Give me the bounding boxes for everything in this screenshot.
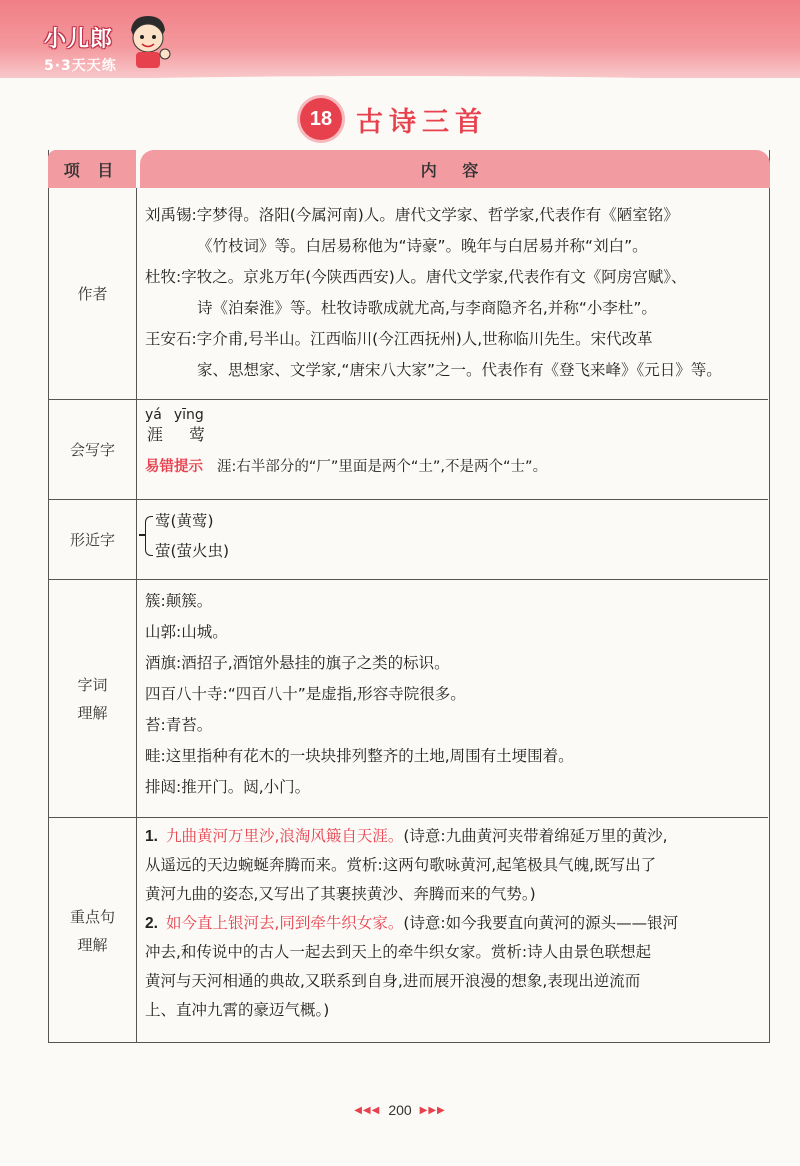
key-text: 冲去,和传说中的古人一起去到天上的牵牛织女家。赏析:诗人由景色联想起 bbox=[145, 943, 652, 961]
character: 涯 bbox=[147, 425, 164, 444]
similar-content bbox=[145, 500, 758, 579]
author-line: 《竹枝词》等。白居易称他为“诗豪”。晚年与白居易并称“刘白”。 bbox=[197, 237, 648, 255]
brand-name: 小儿郎 bbox=[44, 27, 114, 52]
error-tip-text: 涯:右半部分的“厂”里面是两个“土”,不是两个“士”。 bbox=[217, 459, 548, 475]
word-item: 苔:青苔。 bbox=[145, 716, 213, 734]
study-table bbox=[48, 150, 770, 1043]
word-item: 山郭:山城。 bbox=[145, 623, 228, 641]
key-content bbox=[145, 818, 758, 1043]
author-line: 诗《泊秦淮》等。杜牧诗歌成就尤高,与李商隐齐名,并称“小李杜”。 bbox=[197, 299, 657, 317]
key-quote: 九曲黄河万里沙,浪淘风簸自天涯。 bbox=[165, 827, 404, 845]
author-line: 刘禹锡:字梦得。洛阳(今属河南)人。唐代文学家、哲学家,代表作有《陋室铭》 bbox=[145, 206, 679, 224]
page-number: 200 bbox=[388, 1102, 412, 1118]
right-arrows-icon: ▶▶▶ bbox=[419, 1104, 446, 1116]
top-banner bbox=[0, 0, 800, 78]
lesson-title: 古诗三首 bbox=[356, 106, 488, 138]
key-text: 从遥远的天边蜿蜒奔腾而来。赏析:这两句歌咏黄河,起笔极具气魄,既写出了 bbox=[145, 856, 657, 874]
brace-icon bbox=[145, 516, 153, 556]
left-arrows-icon: ◀◀◀ bbox=[354, 1104, 381, 1116]
row-author bbox=[49, 188, 768, 400]
key-text: 黄河九曲的姿态,又写出了其裹挟黄沙、奔腾而来的气势。) bbox=[145, 885, 536, 903]
table-header bbox=[48, 150, 770, 188]
row-label-author: 作者 bbox=[49, 188, 137, 399]
error-tip-label: 易错提示 bbox=[145, 459, 203, 475]
row-label-write: 会写字 bbox=[49, 400, 137, 499]
characters-row bbox=[145, 424, 758, 446]
page-footer bbox=[0, 1102, 800, 1118]
author-line: 家、思想家、文学家,“唐宋八大家”之一。代表作有《登飞来峰》《元日》等。 bbox=[197, 361, 722, 379]
error-tip bbox=[145, 452, 758, 483]
word-item: 畦:这里指种有花木的一块块排列整齐的土地,周围有土埂围着。 bbox=[145, 747, 574, 765]
key-number: 2. bbox=[145, 915, 158, 932]
write-content bbox=[145, 400, 758, 499]
row-word-meaning bbox=[49, 580, 768, 818]
row-label-similar: 形近字 bbox=[49, 500, 137, 579]
character: 莺 bbox=[189, 425, 206, 444]
key-quote: 如今直上银河去,同到牵牛织女家。 bbox=[165, 914, 404, 932]
row-key-sentences bbox=[49, 818, 768, 1043]
word-item: 酒旗:酒招子,酒馆外悬挂的旗子之类的标识。 bbox=[145, 654, 450, 672]
key-text: 黄河与天河相通的典故,又联系到自身,进而展开浪漫的想象,表现出逆流而 bbox=[145, 972, 641, 990]
lesson-title-block bbox=[300, 98, 488, 140]
key-text: (诗意:九曲黄河夹带着绵延万里的黄沙, bbox=[403, 827, 668, 845]
key-text: 上、直冲九霄的豪迈气概。) bbox=[145, 1001, 330, 1019]
mascot-boy-icon bbox=[125, 12, 171, 70]
similar-brace-group bbox=[145, 506, 758, 566]
row-write-characters bbox=[49, 400, 768, 500]
word-item: 簇:颠簇。 bbox=[145, 592, 213, 610]
word-item: 四百八十寺:“四百八十”是虚指,形容寺院很多。 bbox=[145, 685, 466, 703]
pinyin-row bbox=[145, 406, 758, 424]
brand-logo bbox=[44, 22, 117, 75]
key-text: (诗意:如今我要直向黄河的源头——银河 bbox=[403, 914, 679, 932]
column-header-content: 内 容 bbox=[140, 150, 770, 188]
key-sentence-2 bbox=[145, 909, 758, 1025]
row-label-key: 重点句 理解 bbox=[49, 818, 137, 1043]
author-line: 杜牧:字牧之。京兆万年(今陕西西安)人。唐代文学家,代表作有文《阿房宫赋》、 bbox=[145, 268, 687, 286]
row-label-words: 字词 理解 bbox=[49, 580, 137, 817]
key-sentence-1 bbox=[145, 822, 758, 909]
pinyin: yá bbox=[145, 407, 162, 423]
brand-subtitle: 5·3天天练 bbox=[44, 58, 117, 74]
key-number: 1. bbox=[145, 828, 158, 845]
author-line: 王安石:字介甫,号半山。江西临川(今江西抚州)人,世称临川先生。宋代改革 bbox=[145, 330, 653, 348]
similar-item: 莺(黄莺) bbox=[155, 512, 214, 530]
pinyin: yīng bbox=[173, 407, 204, 423]
row-similar-characters bbox=[49, 500, 768, 580]
lesson-number-badge: 18 bbox=[300, 98, 342, 140]
author-content bbox=[145, 188, 758, 399]
words-content bbox=[145, 580, 758, 817]
brace-tip-icon bbox=[139, 534, 145, 536]
column-header-item: 项 目 bbox=[48, 150, 136, 188]
similar-item: 萤(萤火虫) bbox=[155, 542, 230, 560]
word-item: 排闼:推开门。闼,小门。 bbox=[145, 778, 311, 796]
